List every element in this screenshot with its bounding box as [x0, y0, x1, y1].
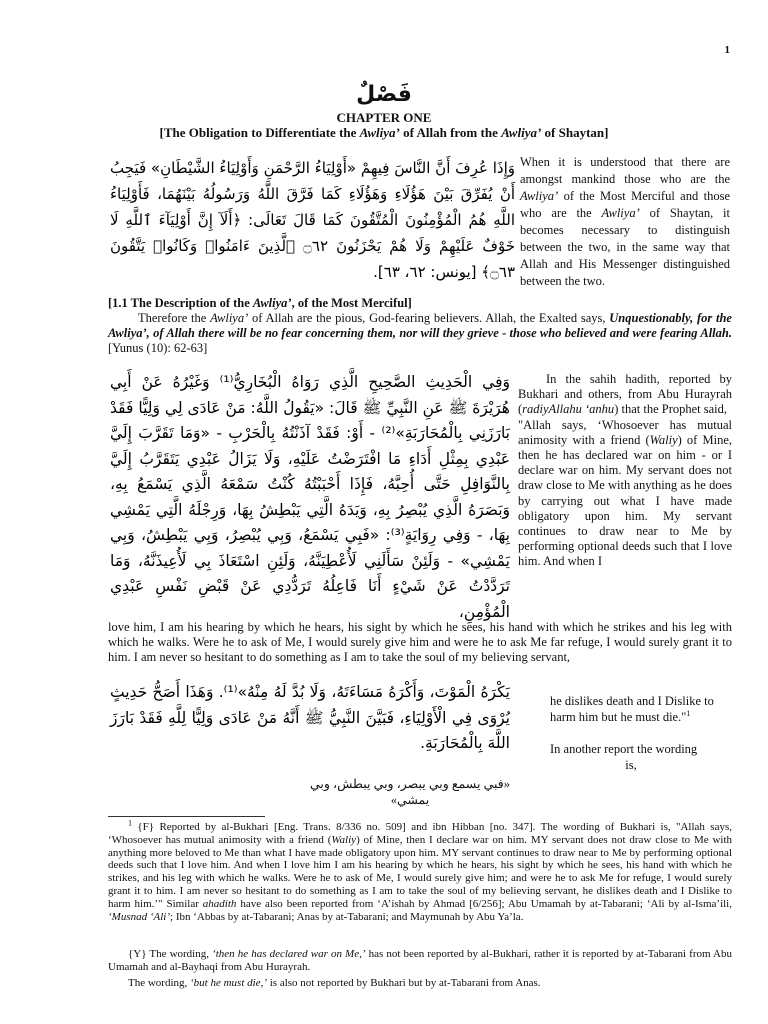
section-heading: [1.1 The Description of the Awliya’, of the Most Merciful]	[108, 296, 412, 310]
chapter-title: CHAPTER ONE	[336, 110, 432, 125]
arabic-passage-3: يَكْرَهُ الْمَوْتَ، وَأَكْرَهُ مَسَاءَتَهُ، وَلَا بُدَّ لَهُ مِنْهُ»⁽¹⁾. وَهَذَا أَصَحُّ حَدِيثٍ يُرْوَى فِي الْأَوْلِيَاءِ، فَبَيَّنَ النَّبِيُّ ﷺ أَنَّهُ مَنْ عَادَى وَلِيًّا لِلَّهِ فَقَدْ بَارَزَ اللَّهَ بِالْمُحَارَبَةِ.	[110, 683, 510, 752]
page-number: 1	[724, 44, 730, 56]
footnote-divider	[108, 816, 265, 817]
arabic-hadith-passage: وَفِي الْحَدِيثِ الصَّحِيحِ الَّذِي رَوَاهُ الْبُخَارِيُّ⁽¹⁾ وَغَيْرُهُ عَنْ أَبِي هُرَيْرَةَ ﷺ عَنِ النَّبِيِّ ﷺ قَالَ: «يَقُولُ اللَّهُ: مَنْ عَادَى لِي وَلِيًّا فَقَدْ بَارَزَنِي بِالْمُحَارَبَةِ»⁽²⁾ - أَوْ: فَقَدْ آذَنْتُهُ بِالْحَرْبِ - «وَمَا تَقَرَّبَ إِلَيَّ عَبْدِي بِمِثْلِ أَدَاءِ مَا افْتَرَضْتُ عَلَيْهِ، وَلَا يَزَالُ عَبْدِي يَتَقَرَّبُ إِلَيَّ بِالنَّوَافِلِ حَتَّى أُحِبَّهُ، فَإِذَا أَحْبَبْتُهُ كُنْتُ سَمْعَهُ الَّذِي يَسْمَعُ بِهِ، وَبَصَرَهُ الَّذِي يُبْصِرُ بِهِ، وَيَدَهُ الَّتِي يَبْطِشُ بِهَا، وَرِجْلَهُ الَّتِي يَمْشِي بِهَا، - وَفِي رِوَايَةٍ⁽³⁾: «فَبِي يَسْمَعُ، وَبِي يُبْصِرُ، وَبِي يَبْطِشُ، وَبِي يَمْشِي» - وَلَئِنْ سَأَلَنِي لَأُعْطِيَنَّهُ، وَلَئِنِ اسْتَعَاذَ بِي لَأُعِيذَنَّهُ، وَمَا تَرَدَّدْتُ عَنْ شَيْءٍ أَنَا فَاعِلُهُ تَرَدُّدِي عَنْ قَبْضِ نَفْسِ عَبْدِي الْمُؤْمِنِ،	[110, 373, 510, 621]
arabic-variant-wording: «فبي يسمع وبي يبصر، وبي يبطش، وبي يمشي»	[310, 777, 510, 807]
arabic-section-heading: فَصْلٌ	[356, 82, 412, 107]
translation-another-report: In another report the wording is,	[550, 742, 698, 772]
paragraph-description: Therefore the Awliya’ of Allah are the pious, God-fearing believers. Allah, the Exalted says, Unquestionably, for the Awliya’, of Allah there will be no fear concerning them, nor will they grieve - those who believed and were fearing Allah. [Yunus (10): 62-63]	[108, 311, 732, 355]
arabic-passage-1: وَإِذَا عُرِفَ أَنَّ النَّاسَ فِيهِمْ «أَوْلِيَاءُ الرَّحْمَنِ وَأَوْلِيَاءُ الشَّيْطَانِ» فَيَجِبُ أَنْ يُفَرِّقَ بَيْنَ هَؤُلَاءِ وَهَؤُلَاءِ كَمَا فَرَّقَ اللَّهُ وَرَسُولُهُ بَيْنَهُمَا، فَأَوْلِيَاءُ اللَّهِ هُمُ الْمُؤْمِنُونَ الْمُتَّقُونَ كَمَا قَالَ تَعَالَى: ﴿أَلَآ إِنَّ أَوْلِيَآءَ ٱللَّهِ لَا خَوْفٌ عَلَيْهِمْ وَلَا هُمْ يَحْزَنُونَ ۝٦٢ ٱلَّذِينَ ءَامَنُوا۟ وَكَانُوا۟ يَتَّقُونَ ۝٦٣﴾ [يونس: ٦٢، ٦٣].	[110, 159, 515, 281]
chapter-subtitle: [The Obligation to Differentiate the Awliya’ of Allah from the Awliya’ of Shaytan]	[159, 125, 609, 140]
paragraph-hadith-continued: love him, I am his hearing by which he hears, his sight by which he sees, his hand with which he strikes and his leg with which he walks. Were he to ask of Me, I would surely give him and were he to ask Me far refuge, I would surely grant it to him. I am never so hesitant to do something as I am to take the soul of my believing servant,	[108, 620, 732, 665]
footnote-3: The wording, ‘but he must die,’ is also not reported by Bukhari but by at-Tabarani from Anas.	[128, 977, 541, 989]
footnote-1: $^1$ {F} Reported by al-Bukhari [Eng. Trans. 8/336 no. 509] and ibn Hibban [no. 347]. The wording of Bukhari is, "Allah says, ‘Whosoever has mutual animosity with a friend (Waliy) of Mine, then I declare war on him. MY servant does not draw close to Me with anything more beloved to Me than what I have made obligatory upon him. MY servant continues to draw near to Me by performing optional deeds such that I love him. And when I love him I am his hearing by which he hears, his sight by which he sees, his hand with which he strikes, and his leg with which he walks. Were he to ask of Me, I would surely give him; and were he to ask Me for refuge, I would surely grant it to him. I am never so hesitant to do something as I am to take the soul of my believing servant, he dislikes death and I Dislike to harm him.’" Similar ahadith have also been reported from ‘A’ishah by Ahmad [6/256]; Abu Umamah by at-Tabarani; ‘Ali by al-Isma’ili, ‘Musnad ‘Ali’; Ibn ‘Abbas by at-Tabarani; Anas by at-Tabarani; and Maymunah by Abu Ya’la.	[108, 818, 732, 923]
translation-hadith-passage: In the sahih hadith, reported by Bukhari and others, from Abu Hurayrah (radiyAllahu ‘anhu) that the Prophet said, "Allah says, ‘Whosoever has mutual animosity with a friend (Waliy) of Mine, then he has declared war on him - or I declare war on him. My servant does not draw close to Me with anything as he does by carrying out what I have made obligatory upon him. My servant continues to draw near to Me by performing optional deeds such that I love him. And when I	[518, 372, 732, 569]
footnote-2: {Y} The wording, ‘then he has declared war on Me,’ has not been reported by al-Bukhari, rather it is reported by at-Tabarani from Abu Umamah and al-Bayhaqi from Abu Hurayrah.	[108, 948, 732, 973]
translation-passage-3: he dislikes death and I Dislike to harm him but he must die."$^1$	[550, 694, 714, 724]
translation-passage-1: When it is understood that there are amongst mankind those who are the Awliya’ of the Most Merciful and those who are the Awliya’ of Shaytan, it becomes necessary to distinguish between the two, in the same way that Allah and His Messenger distinguished between the two.	[520, 155, 730, 288]
